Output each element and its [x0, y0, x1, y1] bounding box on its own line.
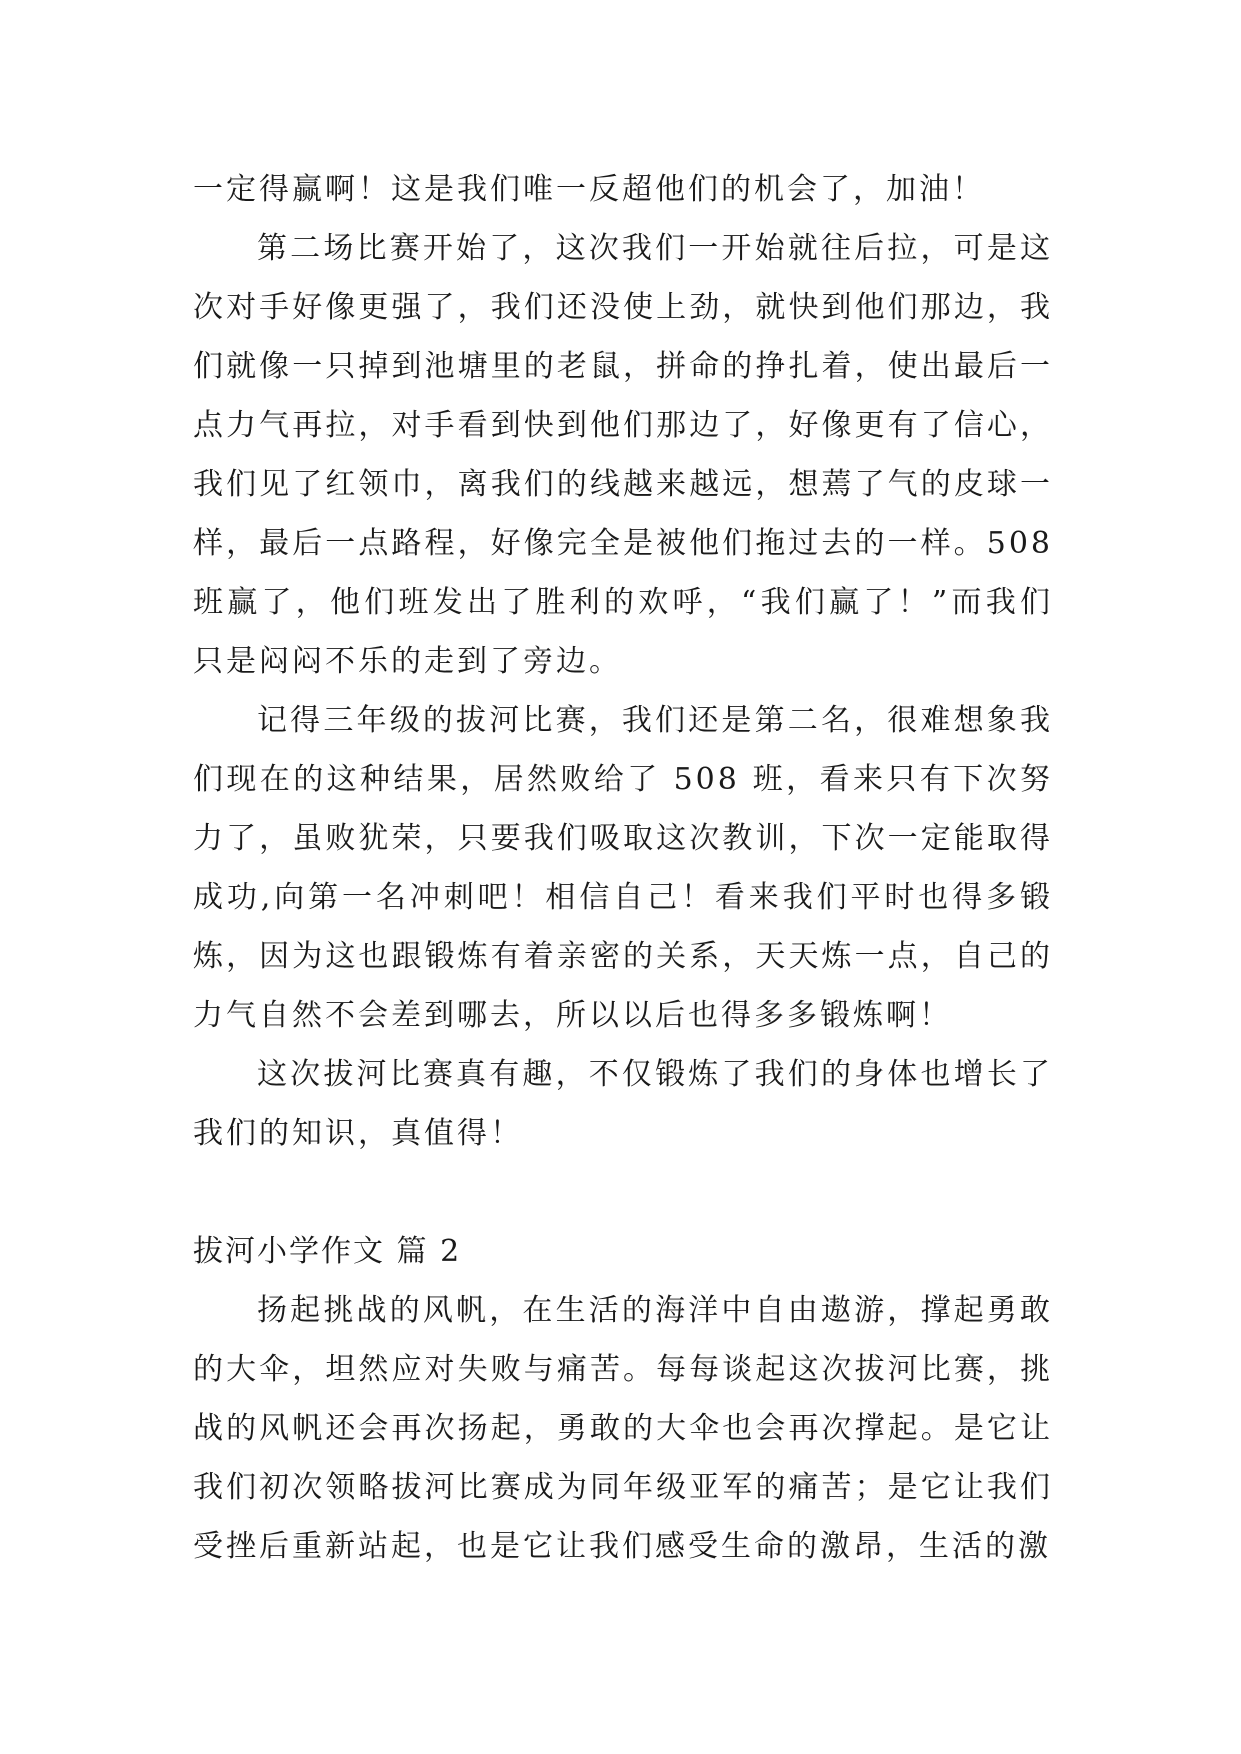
paragraph-essay2-intro: 扬起挑战的风帆，在生活的海洋中自由遨游，撑起勇敢的大伞，坦然应对失败与痛苦。每每谈起这次拔河比赛，挑战的风帆还会再次扬起，勇敢的大伞也会再次撑起。是它让我们初次领略拔河比赛成为同年级亚军的痛苦；是它让我们受挫后重新站起，也是它让我们感受生命的激昂，生活的激: [193, 1293, 1053, 1564]
paragraph-second-match: 第二场比赛开始了，这次我们一开始就往后拉，可是这次对手好像更强了，我们还没使上劲，就快到他们那边，我们就像一只掉到池塘里的老鼠，拼命的挣扎着，使出最后一点力气再拉，对手看到快到他们那边了，好像更有了信心，我们见了红领巾，离我们的线越来越远，想蔫了气的皮球一样，最后一点路程，好像完全是被他们拖过去的一样。508 班赢了，他们班发出了胜利的欢呼，“我们赢了！”而我们只是闷闷不乐的走到了旁边。: [193, 231, 1053, 679]
document-body: [193, 160, 1053, 1576]
section-heading: 拔河小学作文 篇 2: [193, 1234, 462, 1269]
paragraph-continuation: 一定得赢啊！这是我们唯一反超他们的机会了，加油！: [193, 172, 985, 207]
paragraph-memory: 记得三年级的拔河比赛，我们还是第二名，很难想象我们现在的这种结果，居然败给了 508 班，看来只有下次努力了，虽败犹荣，只要我们吸取这次教训，下次一定能取得成功,向第一名冲刺吧！相信自己！看来我们平时也得多锻炼，因为这也跟锻炼有着亲密的关系，天天炼一点，自己的力气自然不会差到哪去，所以以后也得多多锻炼啊！: [193, 703, 1053, 1033]
paragraph-conclusion: 这次拔河比赛真有趣，不仅锻炼了我们的身体也增长了我们的知识，真值得！: [193, 1057, 1053, 1151]
